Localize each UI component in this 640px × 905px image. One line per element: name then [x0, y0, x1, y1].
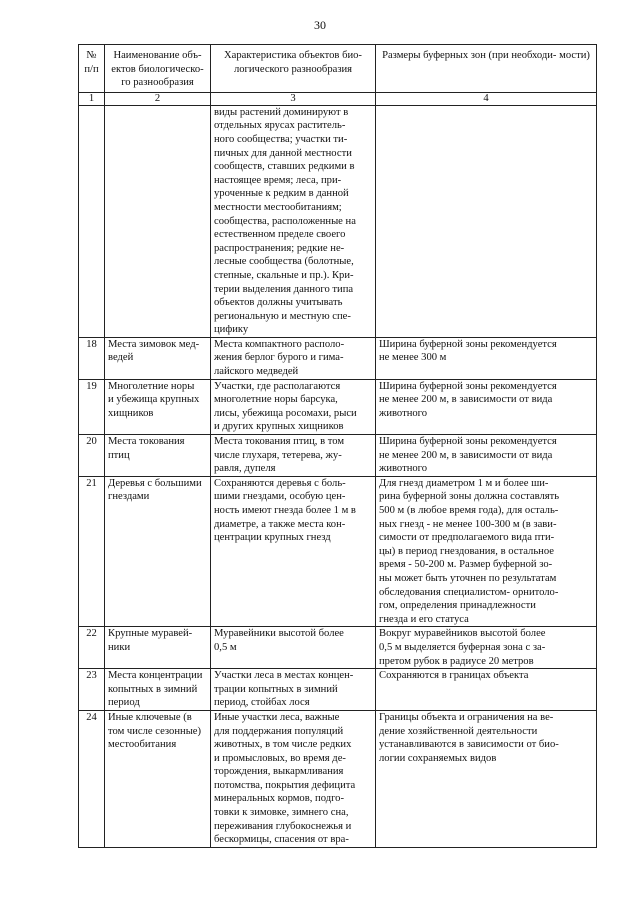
row-buffer-size: Ширина буферной зоны рекомендуется не менее 300 м — [376, 337, 597, 379]
row-object-name: Места концентрации копытных в зимний период — [105, 669, 211, 711]
row-characteristics: Муравейники высотой более 0,5 м — [211, 627, 376, 669]
column-number: 3 — [211, 92, 376, 105]
table-row — [79, 337, 597, 379]
row-number: 23 — [79, 669, 105, 711]
table-row — [79, 627, 597, 669]
column-number: 2 — [105, 92, 211, 105]
row-buffer-size: Ширина буферной зоны рекомендуется не менее 200 м, в зависимости от вида животного — [376, 435, 597, 477]
row-number: 24 — [79, 710, 105, 847]
row-buffer-size: Границы объекта и ограничения на ве- дение хозяйственной деятельности устанавливаются в зависимости от био- логии сохраняемых видов — [376, 710, 597, 847]
table-row — [79, 435, 597, 477]
header-object-name: Наименование объ- ектов биологическо- го разнообразия — [105, 45, 211, 93]
row-object-name: Деревья с большими гнездами — [105, 476, 211, 627]
table-row — [79, 105, 597, 337]
header-characteristics: Характеристика объектов био- логического разнообразия — [211, 45, 376, 93]
row-buffer-size — [376, 105, 597, 337]
row-number: 21 — [79, 476, 105, 627]
table-row — [79, 379, 597, 434]
row-characteristics: Иные участки леса, важные для поддержания популяций животных, в том числе редких и промысловых, во время де- торождения, выкармливания потомства, покрытия дефицита минеральных кормов, подго- товки к зимовке, зимнего сна, переживания глубокоснежья и бескормицы, спасения от вра- — [211, 710, 376, 847]
row-buffer-size: Сохраняются в границах объекта — [376, 669, 597, 711]
row-number: 22 — [79, 627, 105, 669]
page-number: 30 — [314, 18, 326, 32]
row-object-name: Иные ключевые (в том числе сезонные) местообитания — [105, 710, 211, 847]
row-characteristics: Участки, где располагаются многолетние норы барсука, лисы, убежища росомахи, рыси и других крупных хищников — [211, 379, 376, 434]
row-number: 19 — [79, 379, 105, 434]
row-number: 18 — [79, 337, 105, 379]
table-row — [79, 710, 597, 847]
table-row — [79, 669, 597, 711]
row-buffer-size: Ширина буферной зоны рекомендуется не менее 200 м, в зависимости от вида животного — [376, 379, 597, 434]
row-object-name: Крупные муравей- ники — [105, 627, 211, 669]
biodiversity-table — [78, 44, 597, 848]
row-object-name: Места зимовок мед- ведей — [105, 337, 211, 379]
column-numbers-row — [79, 92, 597, 105]
row-characteristics: Места компактного располо- жения берлог бурого и гима- лайского медведей — [211, 337, 376, 379]
column-number: 1 — [79, 92, 105, 105]
row-characteristics: Сохраняются деревья с боль- шими гнездами, особую цен- ность имеют гнезда более 1 м в диаметре, а также места кон- центрации крупных гнезд — [211, 476, 376, 627]
table-header-row — [79, 45, 597, 93]
row-buffer-size: Для гнезд диаметром 1 м и более ши- рина буферной зоны должна составлять 500 м (в любое время года), для осталь- ных гнезд - не менее 100-300 м (в зави- симости от предполагаемого вида пти- цы) в период гнездования, в остальное время - 50-200 м. Размер буферной зо- ны может быть уточнен по результатам обследования специалистом- орнитоло- гом, определения принадлежности гнезда и его статуса — [376, 476, 597, 627]
header-number: № п/п — [79, 45, 105, 93]
row-number: 20 — [79, 435, 105, 477]
row-buffer-size: Вокруг муравейников высотой более 0,5 м выделяется буферная зона с за- претом рубок в радиусе 20 метров — [376, 627, 597, 669]
row-object-name: Места токования птиц — [105, 435, 211, 477]
header-buffer-size: Размеры буферных зон (при необходи- мости) — [376, 45, 597, 93]
row-characteristics: виды растений доминируют в отдельных ярусах раститель- ного сообщества; участки ти- пичных для данной местности сообществ, ставших редкими в настоящее время; леса, при- уроченные к редким в данной местности местообитаниям; сообщества, расположенные на естественном пределе своего распространения; редкие не- лесные сообщества (болотные, степные, скальные и пр.). Кри- терии выделения данного типа объектов должны учитывать региональную и местную спе- цифику — [211, 105, 376, 337]
column-number: 4 — [376, 92, 597, 105]
row-characteristics: Участки леса в местах концен- трации копытных в зимний период, стойбах лося — [211, 669, 376, 711]
row-number — [79, 105, 105, 337]
row-object-name: Многолетние норы и убежища крупных хищников — [105, 379, 211, 434]
table-row — [79, 476, 597, 627]
row-characteristics: Места токования птиц, в том числе глухаря, тетерева, жу- равля, дупеля — [211, 435, 376, 477]
row-object-name — [105, 105, 211, 337]
